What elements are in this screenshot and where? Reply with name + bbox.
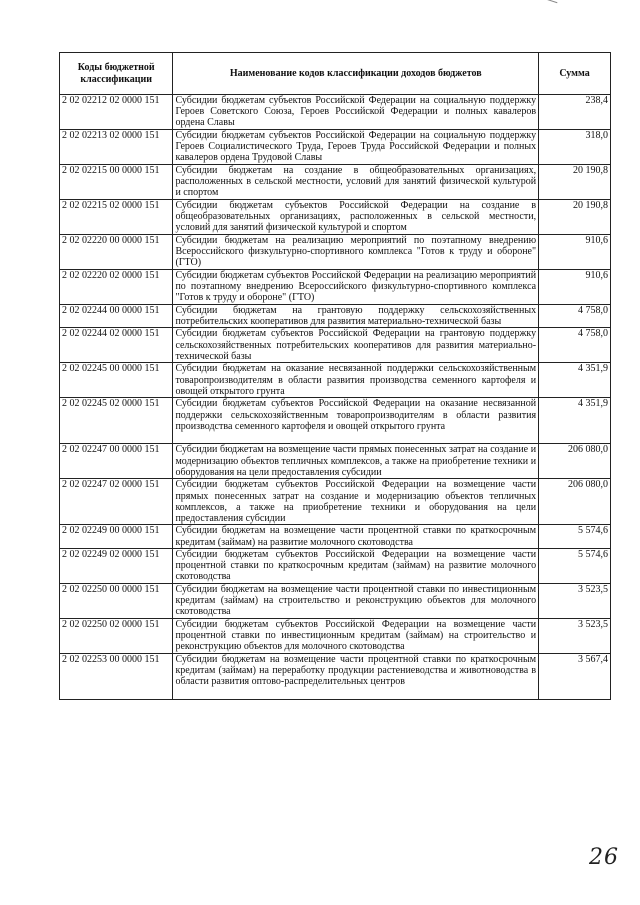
row-name: Субсидии бюджетам на возмещение части процентной ставки по краткосрочным кредитам (займам) на переработку продукции растениеводства и животноводства в области развития оптово-распределительных центров [173,653,539,699]
row-code: 2 02 02247 02 0000 151 [60,479,173,525]
table-row [60,444,611,479]
row-code: 2 02 02245 00 0000 151 [60,363,173,398]
row-sum: 206 080,0 [539,479,611,525]
row-code: 2 02 02249 00 0000 151 [60,525,173,548]
row-name: Субсидии бюджетам субъектов Российской Федерации на реализацию мероприятий по поэтапному внедрению Всероссийского физкультурно-спортивного комплекса "Готов к труду и обороне" (ГТО) [173,270,539,305]
row-name: Субсидии бюджетам субъектов Российской Федерации на создание в общеобразовательных организациях, расположенных в сельской местности, условий для занятий физической культурой и спортом [173,200,539,235]
table-row [60,165,611,200]
row-sum: 910,6 [539,235,611,270]
table-row [60,305,611,328]
row-name: Субсидии бюджетам на создание в общеобразовательных организациях, расположенных в сельской местности, условий для занятий физической культурой и спортом [173,165,539,200]
table-row [60,618,611,653]
row-sum: 4 758,0 [539,328,611,363]
row-name: Субсидии бюджетам на возмещение части процентной ставки по краткосрочным кредитам (займам) на развитие молочного скотоводства [173,525,539,548]
row-sum: 4 351,9 [539,363,611,398]
table-row [60,200,611,235]
row-name: Субсидии бюджетам на оказание несвязанной поддержки сельскохозяйственным товаропроизводителям в области развития производства семенного картофеля и овощей открытого грунта [173,363,539,398]
table-row [60,479,611,525]
row-code: 2 02 02250 00 0000 151 [60,583,173,618]
table-header-row [60,53,611,95]
scan-mark [543,0,558,7]
row-sum: 206 080,0 [539,444,611,479]
row-name: Субсидии бюджетам субъектов Российской Федерации на оказание несвязанной поддержки сельскохозяйственным товаропроизводителям в области развития производства семенного картофеля и овощей открытого грунта [173,398,539,444]
header-sum: Сумма [539,53,611,95]
row-name: Субсидии бюджетам на возмещение части прямых понесенных затрат на создание и модернизацию объектов тепличных комплексов, а также на приобретение техники и оборудования на цели предоставления субсидии [173,444,539,479]
table-row [60,95,611,130]
row-code: 2 02 02250 02 0000 151 [60,618,173,653]
row-code: 2 02 02220 00 0000 151 [60,235,173,270]
row-code: 2 02 02245 02 0000 151 [60,398,173,444]
row-sum: 5 574,6 [539,525,611,548]
row-sum: 4 351,9 [539,398,611,444]
row-name: Субсидии бюджетам на грантовую поддержку сельскохозяйственных потребительских кооперативов для развития материально-технической базы [173,305,539,328]
row-code: 2 02 02213 02 0000 151 [60,130,173,165]
row-sum: 318,0 [539,130,611,165]
row-sum: 5 574,6 [539,548,611,583]
row-name: Субсидии бюджетам субъектов Российской Федерации на грантовую поддержку сельскохозяйственных потребительских кооперативов для развития материально-технической базы [173,328,539,363]
row-sum: 3 523,5 [539,583,611,618]
table-row [60,583,611,618]
table-row [60,130,611,165]
header-name: Наименование кодов классификации доходов бюджетов [173,53,539,95]
table-row [60,548,611,583]
row-name: Субсидии бюджетам субъектов Российской Федерации на возмещение части процентной ставки по краткосрочным кредитам (займам) на развитие молочного скотоводства [173,548,539,583]
table-row [60,270,611,305]
row-name: Субсидии бюджетам на возмещение части процентной ставки по инвестиционным кредитам (займам) на строительство и реконструкцию объектов для молочного скотоводства [173,583,539,618]
row-sum: 4 758,0 [539,305,611,328]
table-row [60,363,611,398]
table-row [60,328,611,363]
row-code: 2 02 02244 00 0000 151 [60,305,173,328]
row-sum: 3 567,4 [539,653,611,699]
table-row [60,235,611,270]
header-code: Коды бюджетной классификации [60,53,173,95]
row-code: 2 02 02253 00 0000 151 [60,653,173,699]
row-code: 2 02 02244 02 0000 151 [60,328,173,363]
row-sum: 20 190,8 [539,200,611,235]
table-row [60,525,611,548]
handwritten-page-number: 26 [589,845,619,870]
table-row [60,398,611,444]
row-sum: 238,4 [539,95,611,130]
row-name: Субсидии бюджетам субъектов Российской Федерации на социальную поддержку Героев Социалистического Труда, Героев Труда Российской Федерации и полных кавалеров ордена Трудовой Славы [173,130,539,165]
row-code: 2 02 02247 00 0000 151 [60,444,173,479]
row-code: 2 02 02212 02 0000 151 [60,95,173,130]
row-code: 2 02 02220 02 0000 151 [60,270,173,305]
row-sum: 3 523,5 [539,618,611,653]
row-name: Субсидии бюджетам субъектов Российской Федерации на возмещение части процентной ставки по инвестиционным кредитам (займам) на строительство и реконструкцию объектов для молочного скотоводства [173,618,539,653]
row-name: Субсидии бюджетам субъектов Российской Федерации на возмещение части прямых понесенных затрат на создание и модернизацию объектов тепличных комплексов, а также на приобретение техники и оборудования на цели предоставления субсидии [173,479,539,525]
row-sum: 910,6 [539,270,611,305]
row-code: 2 02 02249 02 0000 151 [60,548,173,583]
row-name: Субсидии бюджетам субъектов Российской Федерации на социальную поддержку Героев Советского Союза, Героев Российской Федерации и полных кавалеров ордена Славы [173,95,539,130]
row-sum: 20 190,8 [539,165,611,200]
table-row [60,653,611,699]
row-name: Субсидии бюджетам на реализацию мероприятий по поэтапному внедрению Всероссийского физкультурно-спортивного комплекса "Готов к труду и обороне" (ГТО) [173,235,539,270]
row-code: 2 02 02215 00 0000 151 [60,165,173,200]
row-code: 2 02 02215 02 0000 151 [60,200,173,235]
budget-classification-table [59,52,611,700]
